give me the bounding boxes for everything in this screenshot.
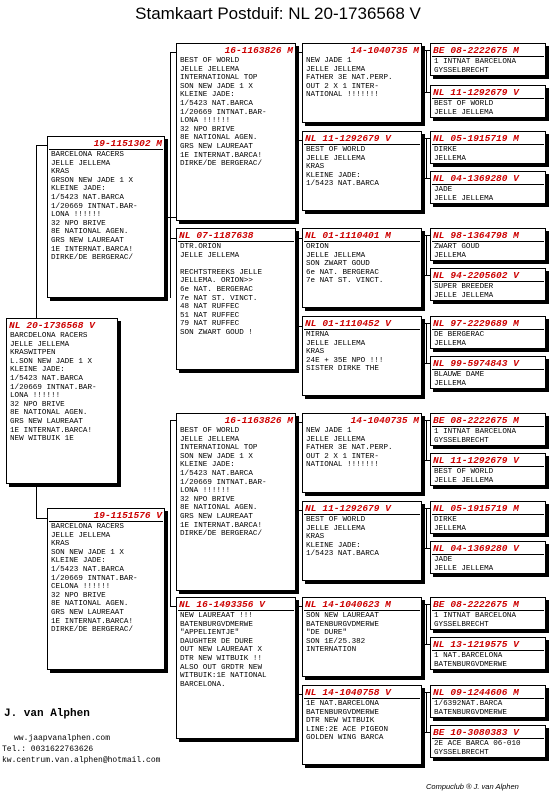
ancestor-card-gen4 bbox=[430, 131, 546, 164]
country-code: BE bbox=[433, 727, 445, 738]
ancestor-card-gen4 bbox=[430, 685, 546, 718]
ancestor-card-gen4 bbox=[430, 43, 546, 76]
ring-number-header bbox=[431, 229, 545, 241]
ancestor-card-gen4 bbox=[430, 501, 546, 534]
country-code: NL bbox=[433, 270, 445, 281]
ring-number-header bbox=[7, 319, 117, 331]
ring-number: 04-1369280 V bbox=[450, 173, 519, 184]
ring-number-header bbox=[303, 132, 421, 144]
connector-line bbox=[422, 604, 430, 605]
ring-number-header bbox=[303, 414, 421, 426]
ring-number-header bbox=[431, 414, 545, 426]
ring-number-header bbox=[431, 317, 545, 329]
ancestor-card-gen4 bbox=[430, 541, 546, 574]
ring-number: 10-3080383 V bbox=[450, 727, 519, 738]
ring-number: 14-1040758 V bbox=[322, 687, 391, 698]
ring-number: 01-1110452 V bbox=[322, 318, 391, 329]
country-code: NL bbox=[9, 320, 21, 331]
country-code: NL bbox=[433, 687, 445, 698]
pigeon-details: BEST OF WORLD JELLE JELLEMA INTERNATIONAL TOP SON NEW JADE 1 X KLEINE JADE: 1/5423 NAT.BARCA 1/20669 INTNAT.BAR- LONA !!!!!! 32 NPO BRIVE 8E NATIONAL AGEN. GRS NEW LAUREAAT 1E INTERNAT.BARCA! DIRKE/DE BERGERAC/ bbox=[180, 427, 267, 539]
connector-line bbox=[426, 692, 427, 732]
country-code: NL bbox=[433, 173, 445, 184]
pedigree-card-ffm bbox=[302, 131, 422, 211]
ancestor-card-gen4 bbox=[430, 171, 546, 204]
pedigree-card-mmf bbox=[302, 597, 422, 677]
ring-number-header bbox=[431, 638, 545, 650]
pigeon-details: BEST OF WORLD JELLE JELLEMA bbox=[434, 100, 494, 117]
pigeon-details: BEST OF WORLD JELLE JELLEMA INTERNATIONAL TOP SON NEW JADE 1 X KLEINE JADE: 1/5423 NAT.BARCA 1/20669 INTNAT.BAR- LONA !!!!!! 32 NPO BRIVE 8E NATIONAL AGEN. GRS NEW LAUREAAT 1E INTERNAT.BARCA! DIRKE/DE BERGERAC/ bbox=[180, 57, 267, 169]
country-code: NL bbox=[433, 358, 445, 369]
pedigree-card-fm bbox=[176, 228, 296, 370]
pigeon-details: JADE JELLE JELLEMA bbox=[434, 556, 494, 573]
connector-line bbox=[165, 217, 176, 218]
pigeon-details: BARCELONA RACERS JELLE JELLEMA KRAS SON NEW JADE 1 X KLEINE JADE: 1/5423 NAT.BARCA 1/20669 INTNAT.BAR- CELONA !!!!!! 32 NPO BRIVE 8E NATIONAL AGEN. GRS NEW LAUREAAT 1E INTERNAT.BARCA! DIRKE/DE BERGERAC/ bbox=[51, 523, 138, 635]
ring-number: 11-1292679 V bbox=[450, 87, 519, 98]
connector-line bbox=[422, 692, 430, 693]
ring-number: 19-1151576 V bbox=[93, 510, 162, 521]
pedigree-card-ff bbox=[176, 43, 296, 221]
connector-line bbox=[170, 52, 171, 298]
ancestor-card-gen4 bbox=[430, 453, 546, 486]
ring-number-header bbox=[431, 542, 545, 554]
ring-number: 98-1364798 M bbox=[450, 230, 519, 241]
connector-line bbox=[422, 178, 430, 179]
connector-line bbox=[298, 422, 299, 512]
ancestor-card-gen4 bbox=[430, 316, 546, 349]
ring-number-header bbox=[303, 502, 421, 514]
ring-number-header bbox=[431, 357, 545, 369]
country-code: NL bbox=[433, 87, 445, 98]
telephone-text: Tel.: 0031622763626 bbox=[2, 745, 94, 754]
pedigree-card-mmm bbox=[302, 685, 422, 765]
ring-number-header bbox=[431, 44, 545, 56]
connector-line bbox=[422, 235, 430, 236]
ring-number-header bbox=[303, 44, 421, 56]
connector-line bbox=[422, 548, 430, 549]
connector-line bbox=[426, 50, 427, 92]
country-code: NL bbox=[433, 455, 445, 466]
pigeon-details: 1 INTNAT BARCELONA GYSSELBRECHT bbox=[434, 612, 517, 629]
connector-line bbox=[422, 508, 430, 509]
country-code: NL bbox=[433, 639, 445, 650]
connector-line bbox=[36, 145, 37, 318]
connector-line bbox=[426, 235, 427, 275]
connector-line bbox=[422, 275, 430, 276]
ring-number: 14-1040735 M bbox=[350, 415, 419, 426]
connector-line bbox=[422, 363, 430, 364]
pigeon-details: NEW JADE 1 JELLE JELLEMA FATHER 3E NAT.PERP. OUT 2 X 1 INTER- NATIONAL !!!!!!! bbox=[306, 427, 393, 470]
connector-line bbox=[422, 323, 430, 324]
country-code: NL bbox=[305, 599, 317, 610]
ring-number: 08-2222675 M bbox=[450, 599, 519, 610]
ancestor-card-gen4 bbox=[430, 356, 546, 389]
ring-number-header bbox=[431, 686, 545, 698]
ring-number-header bbox=[431, 598, 545, 610]
ring-number: 11-1292679 V bbox=[322, 133, 391, 144]
country-code: NL bbox=[305, 133, 317, 144]
pigeon-details: 1/6392NAT.BARCA BATENBURGVDMERWE bbox=[434, 700, 507, 717]
page-title: Stamkaart Postduif: NL 20-1736568 V bbox=[135, 4, 421, 23]
ring-number-header bbox=[303, 598, 421, 610]
ring-number: 14-1040623 M bbox=[322, 599, 391, 610]
pedigree-card-fmm bbox=[302, 316, 422, 396]
connector-line bbox=[426, 323, 427, 363]
country-code: NL bbox=[305, 230, 317, 241]
connector-line bbox=[422, 92, 430, 93]
connector-line bbox=[422, 50, 430, 51]
pigeon-details: 1 INTNAT BARCELONA GYSSELBRECHT bbox=[434, 428, 517, 445]
ring-number: 05-1915719 M bbox=[450, 133, 519, 144]
connector-line bbox=[298, 52, 299, 142]
pigeon-details: NEW JADE 1 JELLE JELLEMA FATHER 3E NAT.PERP. OUT 2 X 1 INTER- NATIONAL !!!!!!! bbox=[306, 57, 393, 100]
pigeon-details: BEST OF WORLD JELLE JELLEMA KRAS KLEINE JADE: 1/5423 NAT.BARCA bbox=[306, 516, 379, 559]
ring-number: 99-5974843 V bbox=[450, 358, 519, 369]
pigeon-details: ORION JELLE JELLEMA SON ZWART GOUD 6e NAT. BERGERAC 7e NAT ST. VINCT. bbox=[306, 243, 384, 286]
pigeon-details: 1E NAT.BARCELONA BATENBURGVDMERWE DTR NEW WITBUIK LINE:2E ACE PIGEON GOLDEN WING BARCA bbox=[306, 700, 389, 743]
connector-line bbox=[426, 604, 427, 644]
pigeon-details: DE BERGERAC JELLEMA bbox=[434, 331, 485, 348]
country-code: NL bbox=[305, 318, 317, 329]
pigeon-details: DTR.ORION JELLE JELLEMA RECHTSTREEKS JELLE JELLEMA. ORION>> 6e NAT. BERGERAC 7e NAT ST. VINCT. 48 NAT RUFFEC 51 NAT RUFFEC 79 NAT RUFFEC SON ZWART GOUD ! bbox=[180, 243, 263, 337]
country-code: BE bbox=[433, 415, 445, 426]
ring-number: 20-1736568 V bbox=[26, 320, 95, 331]
pedigree-card-f bbox=[47, 136, 165, 298]
pigeon-details: MIRNA JELLE JELLEMA KRAS 24E + 35E NPO !!! SISTER DIRKE THE bbox=[306, 331, 384, 374]
credit-text: Compuclub ® J. van Alphen bbox=[426, 782, 519, 791]
country-code: NL bbox=[433, 503, 445, 514]
ancestor-card-gen4 bbox=[430, 725, 546, 758]
connector-line bbox=[422, 644, 430, 645]
ring-number: 07-1187638 bbox=[196, 230, 254, 241]
pigeon-details: ZWART GOUD JELLEMA bbox=[434, 243, 480, 260]
connector-line bbox=[36, 484, 37, 518]
ring-number: 16-1163826 M bbox=[224, 45, 293, 56]
ring-number-header bbox=[431, 269, 545, 281]
ring-number: 09-1244606 M bbox=[450, 687, 519, 698]
ring-number: 97-2229689 M bbox=[450, 318, 519, 329]
connector-line bbox=[36, 145, 47, 146]
pedigree-card-fmf bbox=[302, 228, 422, 308]
ring-number: 16-1493356 V bbox=[196, 599, 265, 610]
country-code: NL bbox=[305, 503, 317, 514]
connector-line bbox=[426, 508, 427, 548]
ring-number-header bbox=[177, 414, 295, 426]
connector-line bbox=[170, 420, 171, 606]
ring-number: 11-1292679 V bbox=[322, 503, 391, 514]
ancestor-card-gen4 bbox=[430, 637, 546, 670]
country-code: NL bbox=[179, 230, 191, 241]
country-code: NL bbox=[179, 599, 191, 610]
ring-number-header bbox=[431, 132, 545, 144]
connector-line bbox=[422, 420, 430, 421]
connector-line bbox=[422, 732, 430, 733]
connector-line bbox=[426, 420, 427, 460]
pigeon-details: BEST OF WORLD JELLE JELLEMA bbox=[434, 468, 494, 485]
ring-number: 04-1369280 V bbox=[450, 543, 519, 554]
ring-number-header bbox=[303, 686, 421, 698]
country-code: BE bbox=[433, 599, 445, 610]
connector-line bbox=[422, 460, 430, 461]
ring-number-header bbox=[177, 44, 295, 56]
pigeon-details: 1 NAT.BARCELONA BATENBURGVDMERWE bbox=[434, 652, 507, 669]
ring-number-header bbox=[48, 509, 164, 521]
ring-number-header bbox=[431, 86, 545, 98]
pigeon-details: BLAUWE DAME JELLEMA bbox=[434, 371, 485, 388]
ring-number: 13-1219575 V bbox=[450, 639, 519, 650]
connector-line bbox=[36, 518, 47, 519]
ring-number-header bbox=[48, 137, 164, 149]
pedigree-card-fff bbox=[302, 43, 422, 123]
pedigree-card-subject bbox=[6, 318, 118, 484]
ring-number-header bbox=[303, 317, 421, 329]
pigeon-details: BEST OF WORLD JELLE JELLEMA KRAS KLEINE JADE: 1/5423 NAT.BARCA bbox=[306, 146, 379, 189]
ancestor-card-gen4 bbox=[430, 228, 546, 261]
ring-number-header bbox=[303, 229, 421, 241]
ring-number-header bbox=[431, 172, 545, 184]
pigeon-details: DIRKE JELLEMA bbox=[434, 516, 466, 533]
website-text: ww.jaapvanalphen.com bbox=[14, 734, 111, 743]
ring-number-header bbox=[177, 598, 295, 610]
pedigree-card-mfm bbox=[302, 501, 422, 581]
ring-number: 19-1151302 M bbox=[93, 138, 162, 149]
ring-number: 14-1040735 M bbox=[350, 45, 419, 56]
ring-number: 16-1163826 M bbox=[224, 415, 293, 426]
pedigree-card-m bbox=[47, 508, 165, 670]
ring-number: 08-2222675 M bbox=[450, 415, 519, 426]
ring-number: 94-2205602 V bbox=[450, 270, 519, 281]
ring-number: 08-2222675 M bbox=[450, 45, 519, 56]
breeder-name: J. van Alphen bbox=[4, 708, 90, 720]
country-code: NL bbox=[305, 687, 317, 698]
connector-line bbox=[422, 138, 430, 139]
ring-number: 11-1292679 V bbox=[450, 455, 519, 466]
ancestor-card-gen4 bbox=[430, 268, 546, 301]
country-code: NL bbox=[433, 133, 445, 144]
ring-number-header bbox=[431, 726, 545, 738]
ring-number-header bbox=[431, 454, 545, 466]
pigeon-details: DIRKE JELLEMA bbox=[434, 146, 466, 163]
ancestor-card-gen4 bbox=[430, 597, 546, 630]
country-code: NL bbox=[433, 543, 445, 554]
country-code: BE bbox=[433, 45, 445, 56]
country-code: NL bbox=[433, 230, 445, 241]
connector-line bbox=[298, 238, 299, 328]
ancestor-card-gen4 bbox=[430, 85, 546, 118]
ring-number-header bbox=[177, 229, 295, 241]
ancestor-card-gen4 bbox=[430, 413, 546, 446]
email-text: kw.centrum.van.alphen@hotmail.com bbox=[2, 756, 161, 765]
pedigree-card-mm bbox=[176, 597, 296, 739]
pigeon-details: SUPER BREEDER JELLE JELLEMA bbox=[434, 283, 494, 300]
ring-number: 01-1110401 M bbox=[322, 230, 391, 241]
pedigree-card-mf bbox=[176, 413, 296, 591]
pigeon-details: 2E ACE BARCA 06-010 GYSSELBRECHT bbox=[434, 740, 521, 757]
pigeon-details: BARCDELONA RACERS JELLE JELLEMA KRASWITPEN L.SON NEW JADE 1 X KLEINE JADE: 1/5423 NAT.BARCA 1/20669 INTNAT.BAR- LONA !!!!!! 32 NPO BRIVE 8E NATIONAL AGEN. GRS NEW LAUREAAT 1E INTERNAT.BARCA! NEW WITBUIK 1E bbox=[10, 332, 97, 444]
ring-number-header bbox=[431, 502, 545, 514]
connector-line bbox=[298, 606, 299, 696]
country-code: NL bbox=[433, 318, 445, 329]
pigeon-details: 1 INTNAT BARCELONA GYSSELBRECHT bbox=[434, 58, 517, 75]
pigeon-details: BARCELONA RACERS JELLE JELLEMA KRAS GRSON NEW JADE 1 X KLEINE JADE: 1/5423 NAT.BARCA 1/20669 INTNAT.BAR- LONA !!!!!! 32 NPO BRIVE 8E NATIONAL AGEN. GRS NEW LAUREAAT 1E INTERNAT.BARCA! DIRKE/DE BERGERAC/ bbox=[51, 151, 138, 263]
pigeon-details: NEW LAUREAAT !!! BATENBURGVDMERWE "APPELIENTJE" DAUGHTER DE DURE OUT NEW LAUREAAT X DTR NEW WITBUIK !! ALSO OUT GRDTR NEW WITBUIK:1E NATIONAL BARCELONA. bbox=[180, 612, 267, 689]
pedigree-card-mff bbox=[302, 413, 422, 493]
pigeon-details: JADE JELLE JELLEMA bbox=[434, 186, 494, 203]
pigeon-details: SON NEW LAUREAAT BATENBURGVDMERWE "DE DURE" SON 1E/25.382 INTERNATION bbox=[306, 612, 379, 655]
ring-number: 05-1915719 M bbox=[450, 503, 519, 514]
connector-line bbox=[426, 138, 427, 178]
